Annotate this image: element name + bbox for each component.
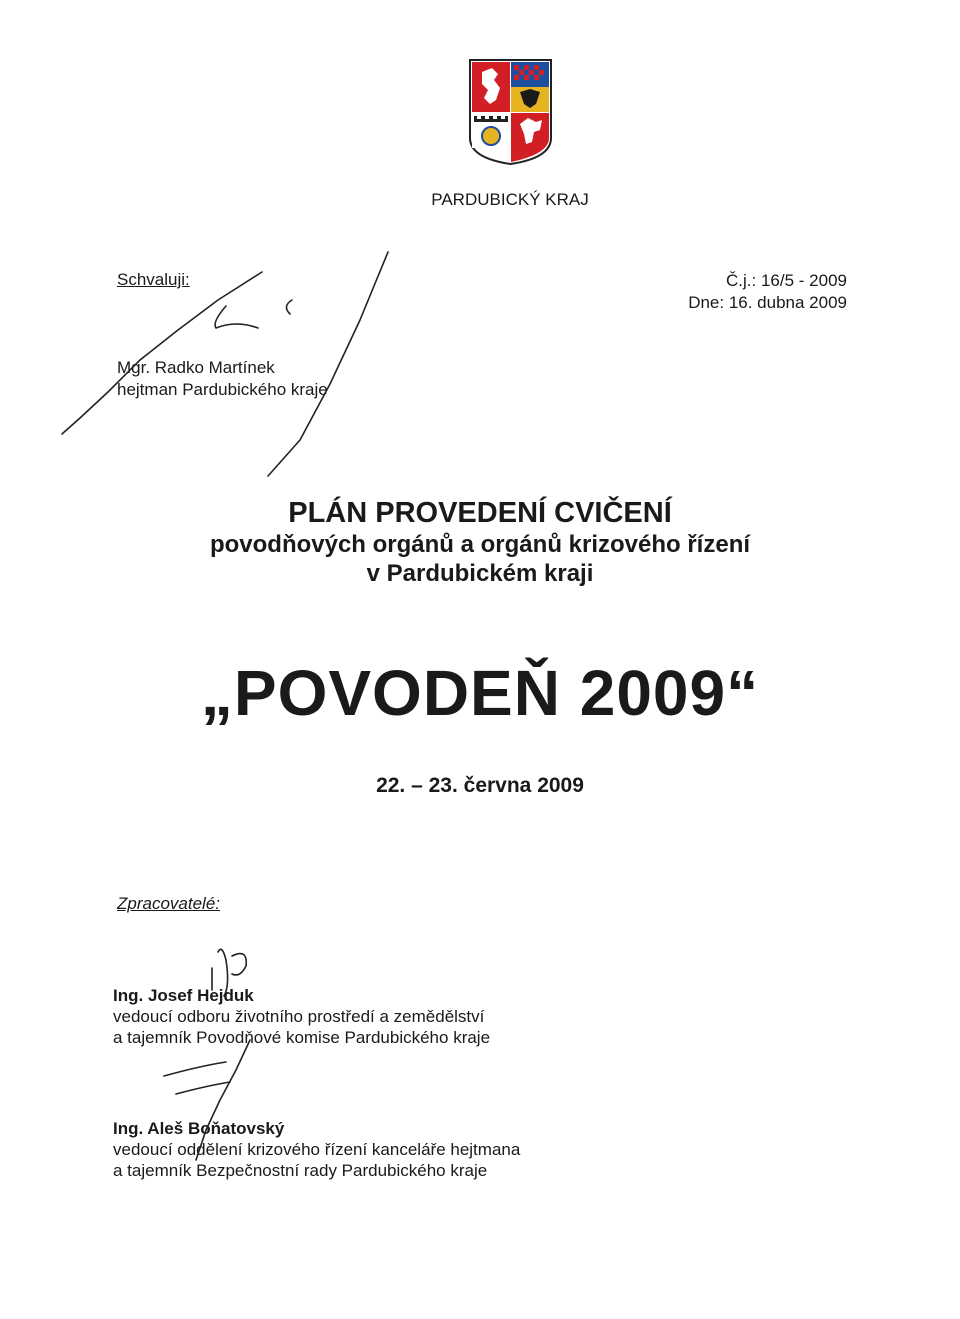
approval-label: Schvaluji:	[117, 270, 190, 289]
approver-block	[117, 357, 328, 401]
document-subtitle-line: povodňových orgánů a orgánů krizového řízení	[209, 531, 751, 558]
region-name: PARDUBICKÝ KRAJ	[431, 190, 589, 209]
document-title: PLÁN PROVEDENÍ CVIČENÍ	[288, 497, 672, 529]
preparer-block	[113, 1118, 520, 1181]
document-subtitle-line: v Pardubickém kraji	[366, 560, 594, 587]
exercise-name: „POVODEŇ 2009“	[200, 657, 760, 729]
document-title-block	[0, 496, 960, 588]
preparer-role: vedoucí odboru životního prostředí a zemědělství	[113, 1007, 485, 1026]
preparer-name: Ing. Aleš Boňatovský	[113, 1119, 285, 1138]
reference-number: Č.j.: 16/5 - 2009	[726, 271, 847, 290]
approver-role: hejtman Pardubického kraje	[117, 380, 328, 399]
approver-signature-icon	[62, 272, 262, 434]
exercise-dates: 22. – 23. června 2009	[376, 774, 584, 797]
approver-name: Mgr. Radko Martínek	[117, 358, 275, 377]
prepared-by-label: Zpracovatelé:	[117, 894, 220, 913]
reference-block	[600, 270, 847, 314]
document-date: Dne: 16. dubna 2009	[688, 293, 847, 312]
preparer-block	[113, 985, 490, 1048]
preparer-name: Ing. Josef Hejduk	[113, 986, 254, 1005]
coat-of-arms-icon	[468, 58, 553, 166]
preparer-role: vedoucí oddělení krizového řízení kanceláře hejtmana	[113, 1140, 521, 1159]
preparer-role: a tajemník Povodňové komise Pardubického kraje	[113, 1028, 491, 1047]
preparer-role: a tajemník Bezpečnostní rady Pardubického kraje	[113, 1161, 488, 1180]
